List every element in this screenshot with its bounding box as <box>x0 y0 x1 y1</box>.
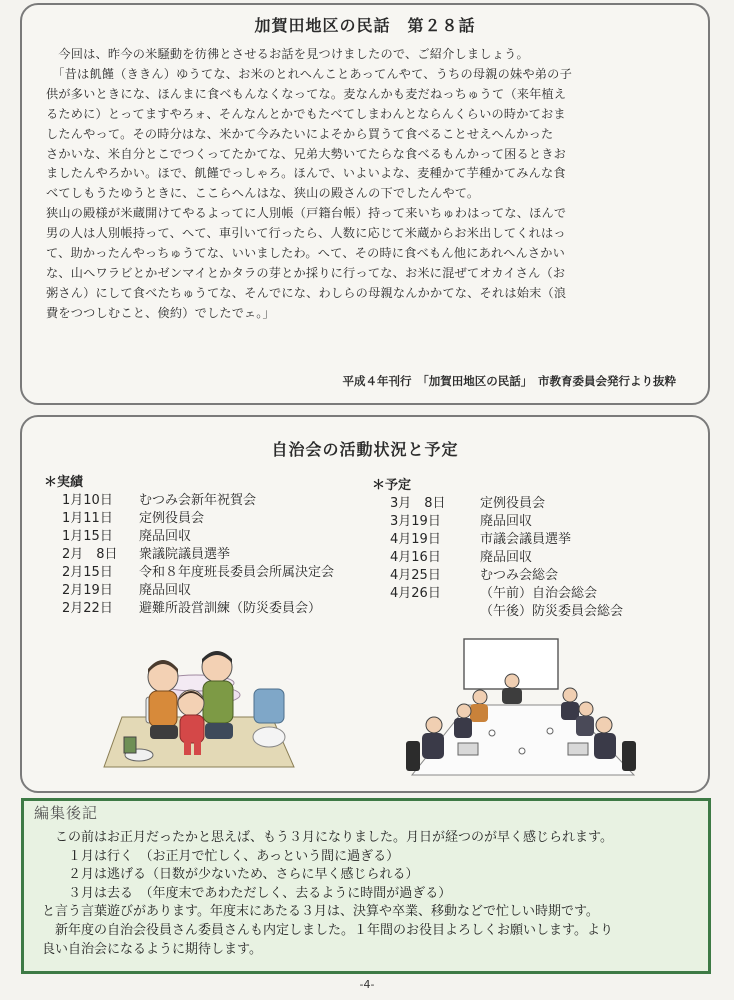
past-row <box>44 546 334 564</box>
folk-tale-line: したんやって。その時分はな、米かて今みたいによそから買うて食べることせえへんかった <box>46 126 554 141</box>
planned-row <box>372 603 623 621</box>
planned-event: 定例役員会 <box>480 496 546 511</box>
folk-tale-line: 「昔は飢饉（ききん）ゆうてな、お米のとれへんことあってんやて、うちの母親の妹や弟の子 <box>46 66 572 81</box>
folk-tale-source: 平成４年刊行 「加賀田地区の民話」 市教育委員会発行より抜粋 <box>342 374 676 388</box>
planned-event: むつみ会総会 <box>480 568 559 583</box>
editors-note-line: ２月は逃げる（日数が少ないため、さらに早く感じられる） <box>42 867 419 883</box>
planned-row <box>372 495 623 513</box>
past-event: 廃品回収 <box>139 529 192 544</box>
planned-event: 市議会議員選挙 <box>480 532 572 547</box>
planned-heading: ＊予定 <box>372 478 412 493</box>
past-date: 1月11日 <box>62 511 113 526</box>
page-number: -4- <box>359 978 375 991</box>
planned-date: 3月19日 <box>390 514 441 529</box>
past-row <box>44 564 334 582</box>
editors-note-line: １月は行く （お正月で忙しく、あっという間に過ぎる） <box>42 848 400 864</box>
folk-tale-line: 粥さん）にして食べたちゅうてな、そんでにな、わしらの母親なんかかてな、それは始末（浪 <box>46 285 567 300</box>
folk-tale-line: 男の人は人別帳持って、へて、車引いて行ったら、人数に応じて米蔵からお米出してくれはっ <box>46 226 566 241</box>
editors-note-line: この前はお正月だったかと思えば、もう３月になりました。月日が経つのが早く感じられます。 <box>42 830 613 845</box>
editors-note-body <box>42 829 702 959</box>
folk-tale-line: な、山へワラビとかゼンマイとかタラの芽とか採りに行ってな、お米に混ぜてオカイさん（お <box>46 265 566 280</box>
past-row <box>44 510 334 528</box>
folk-tale-line: 供が多いときにな、ほんまに食べもんなくなってな。麦なんかも麦だねっちゅうて（来年植え <box>46 86 567 101</box>
editors-note-title: 編集後記 <box>34 804 99 822</box>
planned-date: 4月25日 <box>390 568 441 583</box>
past-date: 1月15日 <box>62 529 113 544</box>
folk-tale-box <box>20 3 710 405</box>
past-date: 1月10日 <box>62 493 113 508</box>
folk-tale-title: 加賀田地区の民話 第２８話 <box>254 16 476 35</box>
planned-row <box>372 567 623 585</box>
folk-tale-line: 今回は、昨今の米騒動を彷彿とさせるお話を見つけましたので、ご紹介しましょう。 <box>46 47 529 61</box>
meeting-illustration <box>372 635 652 777</box>
folk-tale-body <box>46 45 692 324</box>
family-sheltering-illustration <box>84 645 304 773</box>
editors-note-box <box>21 798 711 974</box>
past-date: 2月19日 <box>62 583 113 598</box>
folk-tale-line: さかいな、米自分とこでつくってたかてな、兄弟大勢いてたらな食べるもんかって困るときお <box>46 146 567 161</box>
planned-event: 廃品回収 <box>480 514 533 529</box>
planned-row <box>372 549 623 567</box>
past-date: 2月22日 <box>62 601 113 616</box>
planned-event: （午後）防災委員会総会 <box>480 604 624 619</box>
past-row <box>44 528 334 546</box>
folk-tale-line: 狭山の殿様が米蔵開けてやるよってに人別帳（戸籍台帳）持って来いちゅわはってな、ほんで <box>46 206 567 221</box>
planned-date: 4月16日 <box>390 550 441 565</box>
folk-tale-line: るために）とってますやろォ、そんなんとかでもたべてしまわんとならんくらいの時かておま <box>46 106 566 121</box>
planned-date: 3月 8日 <box>390 496 446 511</box>
past-event: 衆議院議員選挙 <box>139 547 231 562</box>
planned-event: 廃品回収 <box>480 550 533 565</box>
folk-tale-line: ましたんやろかい。ほで、飢饉でっしゃろ。ほんで、いよいよな、麦種かて芋種かてみんな食 <box>46 166 566 181</box>
past-event: 令和８年度班長委員会所属決定会 <box>139 565 335 580</box>
past-event: 定例役員会 <box>139 511 205 526</box>
folk-tale-line: 費をつつしむこと、倹約）でしたでェ。」 <box>46 305 275 320</box>
past-activities <box>44 474 334 618</box>
activity-title: 自治会の活動状況と予定 <box>271 440 459 459</box>
past-row <box>44 582 334 600</box>
activity-box <box>20 415 710 793</box>
past-date: 2月 8日 <box>62 547 118 562</box>
editors-note-line: 良い自治会になるように期待します。 <box>42 941 262 957</box>
planned-row <box>372 513 623 531</box>
past-row <box>44 492 334 510</box>
past-date: 2月15日 <box>62 565 113 580</box>
editors-note-line: 新年度の自治会役員さん委員さんも内定しました。１年間のお役目よろしくお願いします。より <box>42 922 613 938</box>
planned-date: 4月26日 <box>390 586 441 601</box>
editors-note-line: と言う言葉遊びがあります。年度末にあたる３月は、決算や卒業、移動などで忙しい時期です。 <box>42 904 599 920</box>
planned-row <box>372 585 623 603</box>
folk-tale-line: て、助かったんやっちゅうてな、いいましたわ。へて、その時に食べもん他にあれへんさかい <box>46 246 566 261</box>
planned-date: 4月19日 <box>390 532 441 547</box>
planned-activities <box>372 477 623 621</box>
past-row <box>44 600 334 618</box>
editors-note-line: ３月は去る （年度末であわただしく、去るように時間が過ぎる） <box>42 885 452 901</box>
planned-row <box>372 531 623 549</box>
past-event: 避難所設営訓練（防災委員会） <box>139 601 322 616</box>
planned-event: （午前）自治会総会 <box>480 586 598 601</box>
past-event: むつみ会新年祝賀会 <box>139 493 257 508</box>
past-event: 廃品回収 <box>139 583 192 598</box>
past-heading: ＊実績 <box>44 475 84 490</box>
folk-tale-line: べてしもうたゆうときに、ここらへんはな、狭山の殿さんの下でしたんやて。 <box>46 186 480 201</box>
